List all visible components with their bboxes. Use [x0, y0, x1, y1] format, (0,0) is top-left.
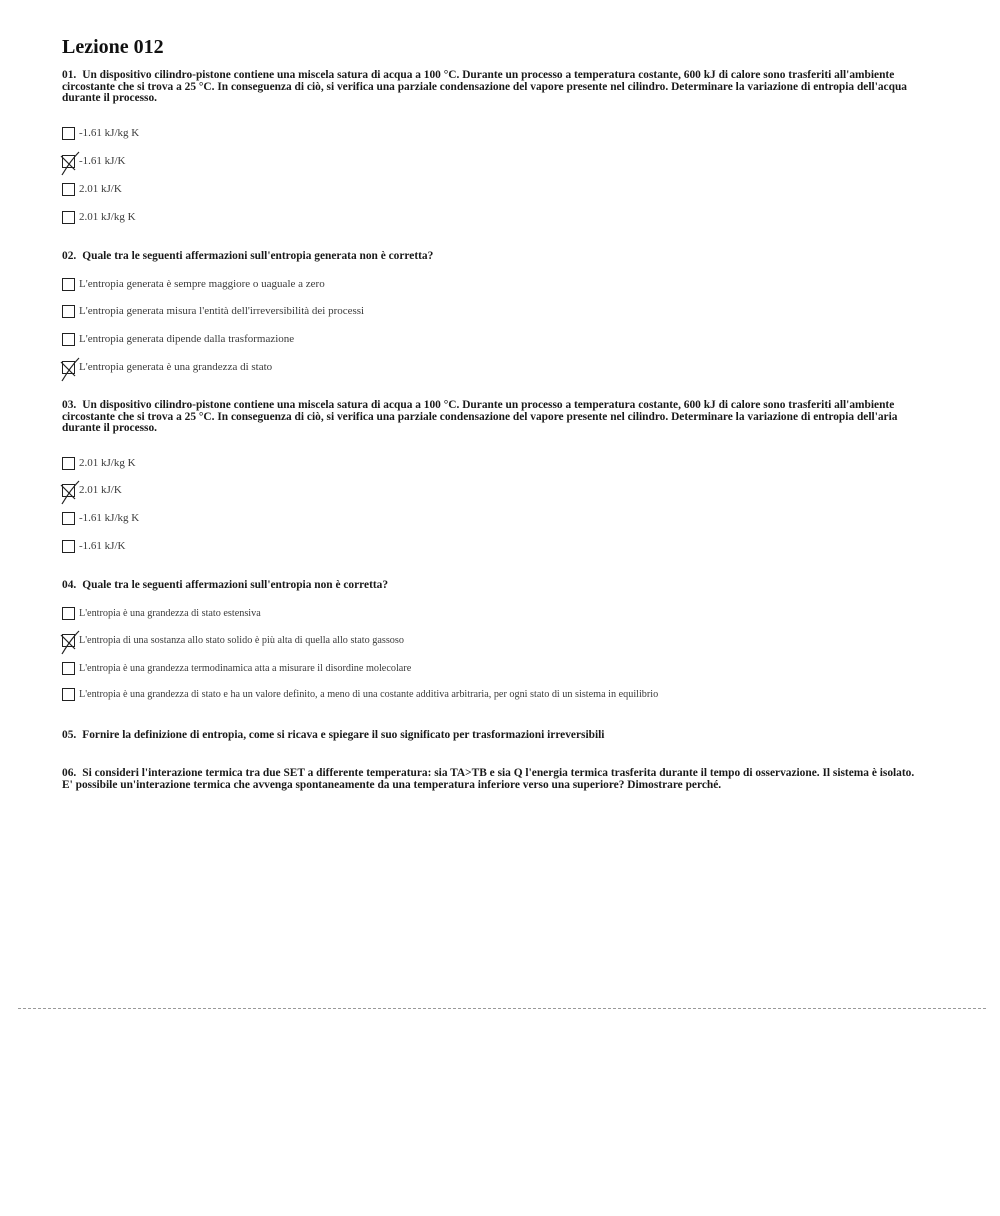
option-text: L'entropia generata è sempre maggiore o uaguale a zero [79, 278, 325, 290]
question-01-text [62, 70, 922, 105]
answer-option[interactable] [62, 125, 139, 141]
checkbox[interactable] [62, 155, 75, 168]
question-03-text [62, 400, 922, 435]
question-number: 01. [62, 69, 77, 81]
option-text: -1.61 kJ/K [79, 155, 126, 167]
question-number: 02. [62, 250, 77, 262]
answer-option[interactable] [62, 303, 364, 319]
option-text: L'entropia generata misura l'entità dell'irreversibilità dei processi [79, 305, 365, 317]
question-text: Quale tra le seguenti affermazioni sull'entropia generata non è corretta? [82, 250, 434, 262]
option-text: L'entropia generata è una grandezza di stato [79, 361, 273, 373]
answer-option[interactable] [62, 331, 294, 347]
option-text: 2.01 kJ/K [79, 484, 122, 496]
answer-option[interactable] [62, 209, 136, 225]
question-02-text [62, 251, 922, 263]
question-text: Un dispositivo cilindro-pistone contiene una miscela satura di acqua a 100 °C. Durante un processo a temperatura costante, 600 kJ di calore sono trasferiti all'ambiente circostante che si trova a 25 °C. In conseguenza di ciò, si verifica una parziale condensazione del vapore presente nel cilindro. Determinare la variazione di entropia dell'aria durante il processo. [62, 399, 898, 434]
answer-option[interactable] [62, 660, 411, 676]
question-number: 03. [62, 399, 77, 411]
checkbox[interactable] [62, 634, 75, 647]
checkbox[interactable] [62, 457, 75, 470]
checkbox[interactable] [62, 662, 75, 675]
question-text: Quale tra le seguenti affermazioni sull'entropia non è corretta? [82, 579, 389, 591]
answer-option[interactable] [62, 359, 272, 375]
question-06-text [62, 768, 922, 791]
question-text: Fornire la definizione di entropia, come si ricava e spiegare il suo significato per trasformazioni irreversibili [82, 729, 605, 741]
checkbox[interactable] [62, 333, 75, 346]
checkbox[interactable] [62, 361, 75, 374]
checkbox[interactable] [62, 127, 75, 140]
option-text: 2.01 kJ/kg K [79, 211, 136, 223]
option-text: L'entropia è una grandezza termodinamica atta a misurare il disordine molecolare [79, 662, 412, 674]
check-stroke [62, 481, 79, 504]
checkbox[interactable] [62, 305, 75, 318]
checkbox[interactable] [62, 540, 75, 553]
question-number: 04. [62, 579, 77, 591]
question-number: 06. [62, 767, 77, 779]
checkbox[interactable] [62, 512, 75, 525]
option-text: 2.01 kJ/kg K [79, 457, 136, 469]
option-text: 2.01 kJ/K [79, 183, 122, 195]
checkbox[interactable] [62, 607, 75, 620]
checkbox[interactable] [62, 278, 75, 291]
answer-option[interactable] [62, 510, 139, 526]
answer-option[interactable] [62, 482, 122, 498]
checkbox[interactable] [62, 484, 75, 497]
answer-option[interactable] [62, 538, 125, 554]
answer-option[interactable] [62, 181, 122, 197]
question-number: 05. [62, 729, 77, 741]
option-text: L'entropia è una grandezza di stato estensiva [79, 607, 261, 619]
answer-option[interactable] [62, 632, 404, 648]
checkbox[interactable] [62, 183, 75, 196]
checkmark-icon [59, 479, 83, 505]
option-text: -1.61 kJ/kg K [79, 127, 140, 139]
checkmark-icon [59, 629, 83, 655]
checkmark-icon [59, 150, 83, 176]
question-04-text [62, 580, 922, 592]
question-05-text [62, 730, 922, 742]
option-text: L'entropia di una sostanza allo stato solido è più alta di quella allo stato gassoso [79, 634, 404, 646]
checkmark-icon [59, 356, 83, 382]
check-stroke [62, 358, 79, 381]
checkbox[interactable] [62, 211, 75, 224]
answer-option[interactable] [62, 276, 325, 292]
page-divider [18, 1008, 986, 1009]
option-text: L'entropia generata dipende dalla trasformazione [79, 333, 295, 345]
question-text: Si consideri l'interazione termica tra due SET a differente temperatura: sia TA>TB e sia Q l'energia termica trasferita durante il tempo di osservazione. Il sistema è isolato. E' possibile un'interazione termica che avvenga spontaneamente da una temperatura inferiore verso una superiore? Dimostrare perché. [62, 767, 915, 791]
page-title: Lezione 012 [62, 36, 164, 58]
answer-option[interactable] [62, 153, 125, 169]
question-text: Un dispositivo cilindro-pistone contiene una miscela satura di acqua a 100 °C. Durante un processo a temperatura costante, 600 kJ di calore sono trasferiti all'ambiente circostante che si trova a 25 °C. In conseguenza di ciò, si verifica una parziale condensazione del vapore presente nel cilindro. Determinare la variazione di entropia dell'acqua durante il processo. [62, 69, 907, 104]
checkbox[interactable] [62, 688, 75, 701]
option-text: -1.61 kJ/kg K [79, 512, 140, 524]
answer-option[interactable] [62, 455, 136, 471]
check-stroke [62, 152, 79, 175]
answer-option[interactable] [62, 605, 261, 621]
option-text: L'entropia è una grandezza di stato e ha un valore definito, a meno di una costante additiva arbitraria, per ogni stato di un sistema in equilibrio [79, 688, 659, 700]
check-stroke [62, 631, 79, 654]
answer-option[interactable] [62, 686, 658, 702]
option-text: -1.61 kJ/K [79, 540, 126, 552]
